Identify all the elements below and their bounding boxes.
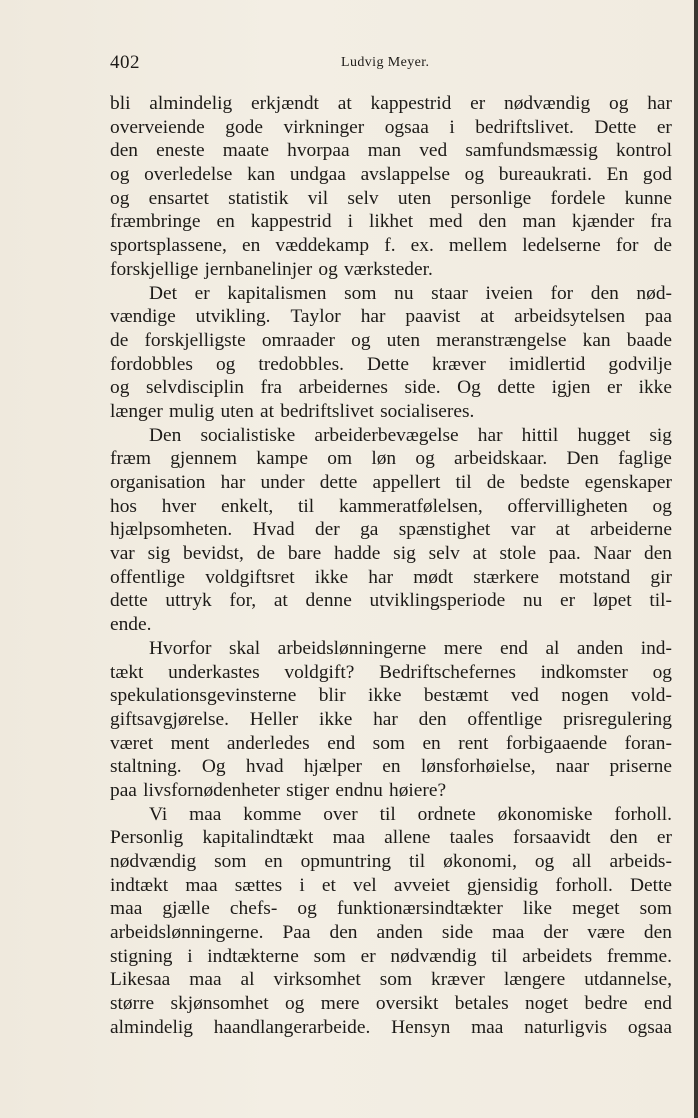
text-line: spekulationsgevinsterne blir ikke bestæmt ved nogen vold-: [110, 685, 672, 707]
text-line: stigning i indtækterne som er nødvændig til arbeidets fremme.: [110, 945, 672, 967]
text-line: Den socialistiske arbeiderbevægelse har hittil hugget sig: [149, 424, 672, 446]
text-line: fordobbles og tredobbles. Dette kræver imidlertid godvilje: [110, 353, 672, 375]
text-line: og ensartet statistik vil selv uten personlige fordele kunne: [110, 187, 672, 209]
text-line: hjælpsomheten. Hvad der ga spænstighet var at arbeiderne: [110, 519, 672, 541]
text-line: Personlig kapitalindtækt maa allene taales forsaavidt den er: [110, 827, 672, 849]
text-line: de forskjelligste omraader og uten meranstrængelse kan baade: [110, 329, 672, 351]
page-edge-shadow: [694, 0, 698, 1118]
text-line: hos hver enkelt, til kammeratfølelsen, offervilligheten og: [110, 495, 672, 517]
text-line: fræm gjennem kampe om løn og arbeidskaar. Den faglige: [110, 448, 672, 470]
text-line: staltning. Og hvad hjælper en lønsforhøielse, naar priserne: [110, 756, 672, 778]
text-line: dette uttryk for, at denne utviklingsperiode nu er løpet til-: [110, 590, 672, 612]
text-line: sportsplassene, en væddekamp f. ex. mellem ledelserne for de: [110, 235, 672, 257]
text-line: Hvorfor skal arbeidslønningerne mere end al anden ind-: [149, 637, 672, 659]
text-line: været ment anderledes end som en rent forbigaaende foran-: [110, 732, 672, 754]
page-header: [110, 52, 672, 76]
text-line: indtækt maa sættes i et vel avveiet gjensidig forholl. Dette: [110, 874, 672, 896]
text-line: almindelig haandlangerarbeide. Hensyn maa naturligvis ogsaa: [110, 1016, 672, 1038]
text-line: maa gjælle chefs- og funktionærsindtækter like meget som: [110, 898, 672, 920]
text-line: arbeidslønningerne. Paa den anden side maa der være den: [110, 922, 672, 944]
text-line: den eneste maate hvorpaa man ved samfundsmæssig kontrol: [110, 140, 672, 162]
text-line: og overledelse kan undgaa avslappelse og bureaukrati. En god: [110, 164, 672, 186]
text-line: var sig bevidst, de bare hadde sig selv at stole paa. Naar den: [110, 543, 672, 565]
text-line: giftsavgjørelse. Heller ikke har den offentlige prisregulering: [110, 708, 672, 730]
text-line: Det er kapitalismen som nu staar iveien for den nød-: [149, 282, 672, 304]
text-line: ende.: [110, 614, 152, 636]
page-number: 402: [110, 52, 140, 73]
text-line: nødvændig som en opmuntring til økonomi, og all arbeids-: [110, 851, 672, 872]
text-line: organisation har under dette appellert til de bedste egenskaper: [110, 472, 672, 493]
text-line: bli almindelig erkjændt at kappestrid er nødvændig og har: [110, 93, 672, 114]
text-line: og selvdisciplin fra arbeidernes side. Og dette igjen er ikke: [110, 377, 672, 399]
text-line: fræmbringe en kappestrid i likhet med den man kjænder fra: [110, 211, 672, 233]
text-line: paa livsfornødenheter stiger endnu høiere?: [110, 779, 447, 801]
text-line: tækt underkastes voldgift? Bedriftschefernes indkomster og: [110, 661, 672, 683]
text-line: længer mulig uten at bedriftslivet socialiseres.: [110, 400, 475, 422]
body-text: [110, 92, 672, 1040]
running-head: Ludvig Meyer.: [341, 55, 430, 70]
text-line: forskjellige jernbanelinjer og værksteder.: [110, 258, 433, 280]
text-line: overveiende gode virkninger ogsaa i bedriftslivet. Dette er: [110, 116, 672, 138]
text-line: Vi maa komme over til ordnete økonomiske forholl.: [149, 803, 672, 825]
text-line: vændige utvikling. Taylor har paavist at arbeidsytelsen paa: [110, 306, 672, 328]
text-line: Likesaa maa al virksomhet som kræver længere utdannelse,: [110, 969, 672, 991]
text-line: større skjønsomhet og mere oversikt betales noget bedre end: [110, 993, 672, 1015]
text-line: offentlige voldgiftsret ikke har mødt stærkere motstand gir: [110, 566, 672, 588]
